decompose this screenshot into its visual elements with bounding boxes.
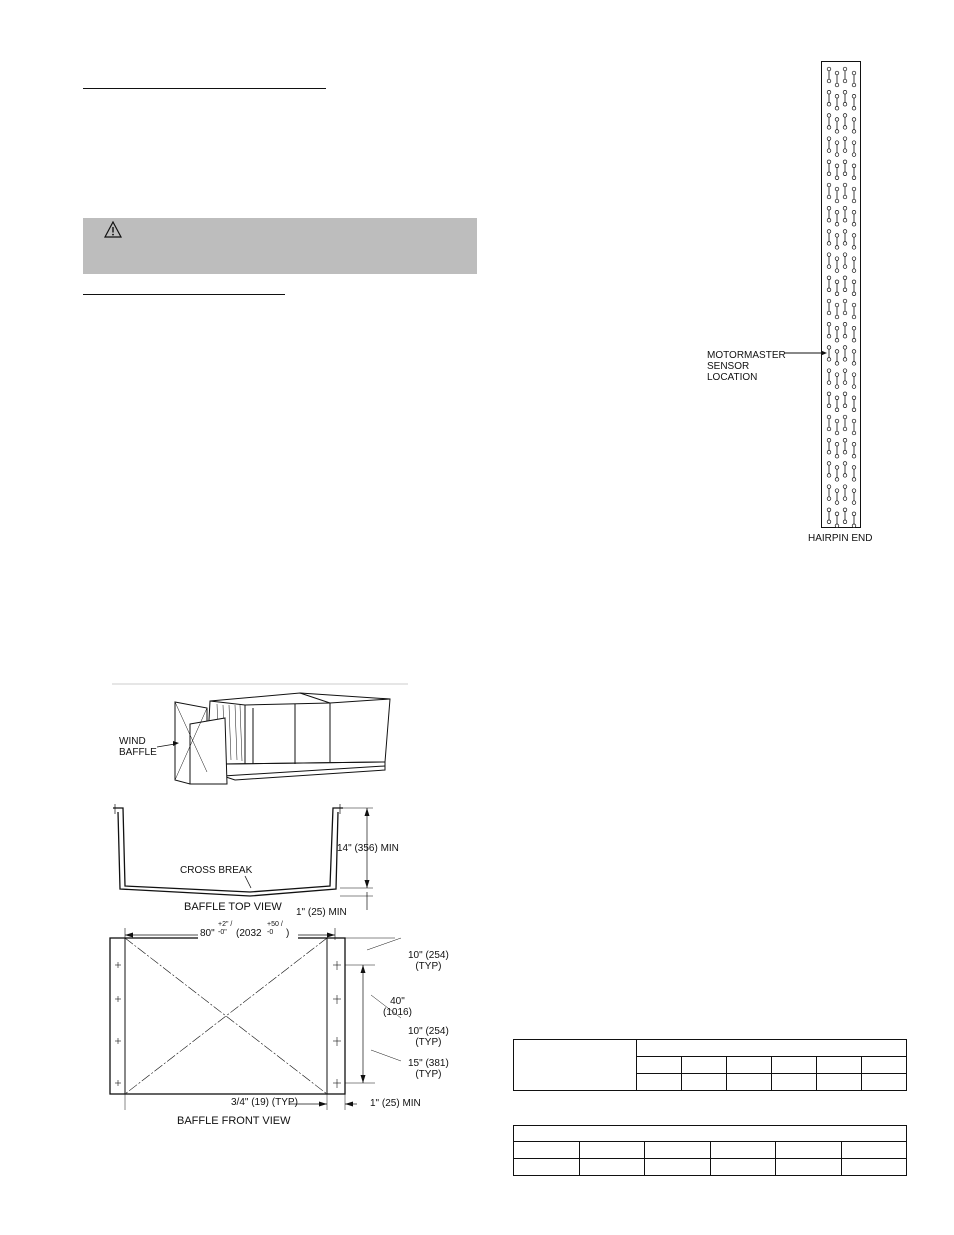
tube-end: [827, 358, 831, 362]
coil-diagram: [821, 61, 861, 528]
tube-end: [843, 311, 847, 315]
tube-end: [835, 478, 839, 482]
table-cell: [772, 1074, 817, 1091]
sensor-label-line: LOCATION: [707, 372, 758, 383]
tube-end: [843, 322, 847, 326]
tube-end: [827, 183, 831, 187]
tube-end: [835, 419, 839, 423]
table-cell: [637, 1074, 682, 1091]
tube-end: [827, 474, 831, 478]
tube-end: [835, 234, 839, 238]
tube-end: [852, 362, 856, 366]
tube-end: [843, 206, 847, 210]
tube-end: [827, 520, 831, 524]
table-cell: [862, 1057, 907, 1074]
tube-end: [827, 206, 831, 210]
tube-end: [852, 210, 856, 214]
tube-end: [827, 114, 831, 118]
table-cell: [682, 1074, 727, 1091]
tube-end: [843, 427, 847, 431]
table-cell: [514, 1040, 637, 1091]
dim-40: [383, 996, 412, 1018]
tube-end: [843, 392, 847, 396]
tube-end: [843, 79, 847, 83]
tube-end: [843, 334, 847, 338]
tube-end: [843, 195, 847, 199]
table-cell: [776, 1159, 842, 1176]
tube-end: [843, 183, 847, 187]
table-cell: [579, 1142, 645, 1159]
dim-10-b-line: 10" (254): [408, 1026, 449, 1037]
dim-14-min: 14" (356) MIN: [337, 843, 399, 854]
section-heading-rule: [83, 88, 326, 89]
tube-end: [827, 253, 831, 257]
unit-illustration: [175, 693, 390, 784]
dim-10-b-line: (TYP): [415, 1037, 442, 1048]
tube-end: [827, 415, 831, 419]
tube-end: [843, 90, 847, 94]
table-cell: [514, 1126, 907, 1142]
section-heading-rule: [83, 294, 285, 295]
tube-end: [852, 187, 856, 191]
sensor-label-line: SENSOR: [707, 361, 750, 372]
tube-end: [852, 524, 856, 528]
tube-end: [835, 350, 839, 354]
tube-end: [827, 172, 831, 176]
dim-10-a: [408, 950, 449, 972]
tube-end: [835, 338, 839, 342]
tube-end: [843, 242, 847, 246]
tube-end: [835, 153, 839, 157]
dim-1-min-top: 1" (25) MIN: [296, 907, 347, 918]
tube-end: [843, 404, 847, 408]
tube-end: [835, 210, 839, 214]
table-cell: [817, 1074, 862, 1091]
tube-end: [843, 508, 847, 512]
tube-end: [835, 164, 839, 168]
tube-end: [827, 485, 831, 489]
dim-10-a-line: 10" (254): [408, 950, 449, 961]
tube-end: [827, 160, 831, 164]
table-cell: [514, 1159, 580, 1176]
tube-end: [852, 141, 856, 145]
baffle-top-view: [112, 804, 373, 910]
tube-end: [852, 350, 856, 354]
tube-end: [843, 485, 847, 489]
tube-end: [843, 369, 847, 373]
dim-15: [408, 1058, 449, 1080]
tube-end: [843, 253, 847, 257]
dim-80-label: [198, 923, 298, 939]
warning-box: [83, 218, 477, 274]
tube-end: [827, 276, 831, 280]
dim-10-a-line: (TYP): [415, 961, 442, 972]
tube-end: [852, 222, 856, 226]
dim-15-line: 15" (381): [408, 1058, 449, 1069]
tube-end: [843, 102, 847, 106]
table-cell: [637, 1057, 682, 1074]
tube-end: [827, 67, 831, 71]
dim-15-line: (TYP): [415, 1069, 442, 1080]
dim-1-min-front: 1" (25) MIN: [370, 1098, 421, 1109]
tube-end: [843, 218, 847, 222]
tube-end: [852, 303, 856, 307]
tube-end: [852, 454, 856, 458]
tube-end: [835, 512, 839, 516]
tube-end: [843, 381, 847, 385]
tube-end: [827, 392, 831, 396]
table-cell: [862, 1074, 907, 1091]
tube-end: [827, 90, 831, 94]
tube-end: [835, 83, 839, 87]
tube-end: [835, 373, 839, 377]
motormaster-sensor-label: [707, 350, 786, 383]
table-cell: [579, 1159, 645, 1176]
table-cell: [772, 1057, 817, 1074]
tube-end: [852, 466, 856, 470]
tube-end: [835, 524, 839, 528]
tube-end: [827, 265, 831, 269]
tube-end: [852, 396, 856, 400]
tube-end: [843, 438, 847, 442]
tube-end: [835, 326, 839, 330]
wind-baffle-label: [119, 736, 157, 758]
tube-end: [852, 118, 856, 122]
table-cell: [841, 1142, 907, 1159]
wind-baffle-line: WIND: [119, 736, 146, 747]
tube-end: [852, 83, 856, 87]
cross-break-label: CROSS BREAK: [180, 865, 253, 876]
table-cell: [637, 1040, 907, 1057]
table-cell: [682, 1057, 727, 1074]
tube-end: [843, 172, 847, 176]
table-cell: [710, 1159, 776, 1176]
table-cell: [841, 1159, 907, 1176]
tube-end: [843, 346, 847, 350]
tube-end: [827, 438, 831, 442]
tube-end: [835, 466, 839, 470]
tube-end: [852, 338, 856, 342]
tube-end: [835, 187, 839, 191]
tube-end: [852, 501, 856, 505]
tube-end: [852, 478, 856, 482]
tube-end: [843, 67, 847, 71]
tube-end: [852, 489, 856, 493]
tube-end: [835, 362, 839, 366]
tube-end: [852, 315, 856, 319]
table-cell: [727, 1074, 772, 1091]
dim-2032-main: (2032: [236, 928, 262, 939]
tube-end: [835, 292, 839, 296]
tube-end: [827, 369, 831, 373]
front-view-caption: BAFFLE FRONT VIEW: [177, 1115, 291, 1127]
warning-triangle-icon: [104, 221, 122, 238]
tube-end: [852, 408, 856, 412]
wind-baffle-line: BAFFLE: [119, 747, 157, 758]
tube-end: [835, 315, 839, 319]
tube-end: [835, 501, 839, 505]
dim-3-4: 3/4" (19) (TYP): [231, 1097, 298, 1108]
tube-end: [852, 292, 856, 296]
dim-40-line: 40": [390, 996, 405, 1007]
tube-end: [843, 160, 847, 164]
tube-end: [827, 79, 831, 83]
tube-end: [835, 222, 839, 226]
table-cell: [727, 1057, 772, 1074]
tube-end: [835, 130, 839, 134]
tube-end: [843, 450, 847, 454]
dim-10-b: [408, 1026, 449, 1048]
dim-close: ): [286, 928, 290, 939]
tube-end: [852, 130, 856, 134]
tube-end: [835, 431, 839, 435]
table-cell: [645, 1159, 711, 1176]
tube-end: [843, 358, 847, 362]
tube-end: [827, 508, 831, 512]
tube-end: [843, 126, 847, 130]
tube-end: [852, 512, 856, 516]
tube-end: [852, 199, 856, 203]
tube-end: [827, 427, 831, 431]
tube-end: [835, 454, 839, 458]
tube-end: [852, 153, 856, 157]
tube-end: [852, 326, 856, 330]
tube-end: [852, 106, 856, 110]
tube-end: [835, 176, 839, 180]
tube-end: [843, 114, 847, 118]
tube-end: [827, 381, 831, 385]
tube-end: [827, 450, 831, 454]
tube-end: [835, 489, 839, 493]
tube-end: [852, 176, 856, 180]
tube-end: [843, 137, 847, 141]
tube-end: [827, 462, 831, 466]
table-cell: [776, 1142, 842, 1159]
tube-end: [843, 276, 847, 280]
tube-end: [835, 280, 839, 284]
tube-end: [852, 385, 856, 389]
tube-end: [852, 431, 856, 435]
tube-end: [827, 322, 831, 326]
table-cell: [514, 1142, 580, 1159]
tube-end: [852, 164, 856, 168]
table-2: [513, 1125, 907, 1176]
dim-80-main: 80": [200, 928, 215, 939]
tube-end: [827, 288, 831, 292]
tube-end: [843, 299, 847, 303]
dim-2032-tol: +50 / -0: [267, 921, 283, 936]
tube-end: [835, 269, 839, 273]
tube-end: [843, 230, 847, 234]
top-view-caption: BAFFLE TOP VIEW: [184, 901, 282, 913]
tube-end: [843, 265, 847, 269]
dim-80-tol: +2" / -0": [218, 921, 233, 936]
sensor-label-line: MOTORMASTER: [707, 350, 786, 361]
tube-end: [835, 385, 839, 389]
tube-end: [852, 234, 856, 238]
tube-end: [843, 288, 847, 292]
tube-end: [827, 311, 831, 315]
tube-end: [843, 474, 847, 478]
tube-end: [835, 396, 839, 400]
tube-end: [852, 419, 856, 423]
tube-end: [827, 126, 831, 130]
table-1: [513, 1039, 907, 1091]
tube-end: [827, 195, 831, 199]
tube-end: [852, 246, 856, 250]
tube-end: [843, 462, 847, 466]
tube-end: [835, 106, 839, 110]
tube-end: [835, 408, 839, 412]
table-cell: [817, 1057, 862, 1074]
tube-end: [843, 149, 847, 153]
table-cell: [710, 1142, 776, 1159]
tube-end: [852, 269, 856, 273]
tube-end: [843, 497, 847, 501]
tube-end: [835, 71, 839, 75]
tube-end: [827, 334, 831, 338]
tube-end: [835, 118, 839, 122]
tube-end: [852, 94, 856, 98]
tube-end: [827, 102, 831, 106]
hairpin-end-label: HAIRPIN END: [808, 533, 873, 544]
tube-end: [835, 141, 839, 145]
dim-40-line: (1016): [383, 1007, 412, 1018]
tube-end: [835, 257, 839, 261]
sensor-leader-arrow: [784, 348, 828, 358]
tube-end: [843, 520, 847, 524]
tube-end: [835, 442, 839, 446]
tube-end: [827, 230, 831, 234]
tube-end: [835, 94, 839, 98]
tube-end: [843, 415, 847, 419]
tube-end: [827, 137, 831, 141]
tube-end: [835, 246, 839, 250]
baffle-front-view: [110, 928, 401, 1110]
tube-end: [827, 497, 831, 501]
tube-end: [852, 71, 856, 75]
tube-end: [827, 404, 831, 408]
tube-end: [852, 257, 856, 261]
tube-end: [827, 218, 831, 222]
coil-outline: [821, 61, 861, 528]
tube-end: [852, 280, 856, 284]
tube-end: [827, 149, 831, 153]
tube-end: [835, 303, 839, 307]
tube-end: [852, 373, 856, 377]
tube-end: [835, 199, 839, 203]
table-cell: [645, 1142, 711, 1159]
tube-end: [827, 299, 831, 303]
tube-end: [827, 242, 831, 246]
tube-end: [852, 442, 856, 446]
